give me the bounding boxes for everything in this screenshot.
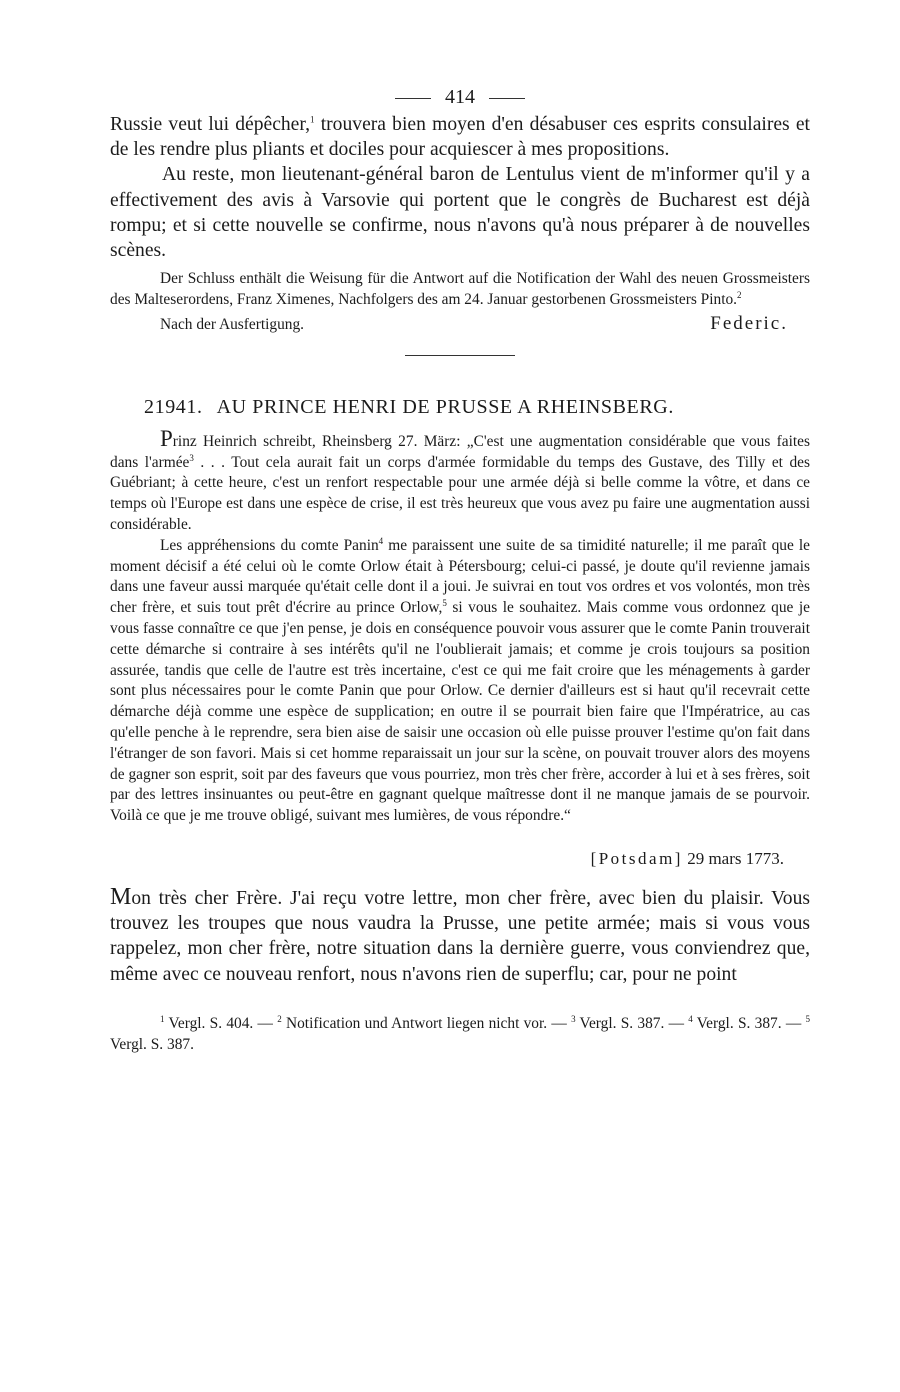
footnote-ref-5: 5 bbox=[442, 598, 447, 609]
summary-dropcap: P bbox=[160, 425, 173, 451]
source-note: Nach der Ausfertigung. bbox=[160, 315, 305, 333]
dateline bbox=[110, 849, 810, 869]
header-dash-left bbox=[395, 98, 431, 99]
source-row bbox=[110, 313, 810, 335]
page-number: 414 bbox=[445, 86, 475, 108]
body-dropcap: M bbox=[110, 883, 132, 910]
header-dash-right bbox=[489, 98, 525, 99]
letter-number: 21941. bbox=[144, 395, 203, 418]
footnote-ref-1: 1 bbox=[310, 114, 315, 125]
letter-heading bbox=[110, 396, 810, 419]
page bbox=[110, 82, 810, 1055]
date-place: [Potsdam] bbox=[590, 848, 683, 868]
footnote-ref-4: 4 bbox=[378, 535, 384, 546]
letter-title: AU PRINCE HENRI DE PRUSSE A RHEINSBERG. bbox=[216, 395, 674, 418]
page-header bbox=[110, 82, 810, 112]
footnotes: $^1$ Vergl. S. 404. — $^2$ Notification und Antwort liegen nicht vor. — $^3$ Vergl. S. 387. — $^4$ Vergl. S. 387. — $^5$ Vergl. S. 387. bbox=[110, 1013, 810, 1053]
continuation-paragraph: Russie veut lui dépêcher,$^1$ trouvera bien moyen d'en désabuser ces esprits consulaires et de les rendre plus pliants et dociles pour acquiescer à mes propositions. bbox=[110, 114, 810, 161]
date: 29 mars 1773. bbox=[682, 848, 784, 868]
summary-paragraph-2: Les appréhensions du comte Panin$^4$ me paraissent une suite de sa timidité naturelle; il me paraît que le moment décisif a été celui où le comte Orlow était à Pétersbourg; celui-ci passé, je doute qu'il revienne jamais dans une faveur aussi marquée qu'était celle dont il a joui. Je suivrai en tout vos ordres et vos volontés, mon très cher frère, et suis tout prêt d'écrire au prince Orlow,$^5$ si vous le souhaitez. Mais comme vous ordonnez que je vous fasse connaître ce que j'en pense, je dois en conséquence pouvoir vous assurer que le comte Panin trouverait cette démarche si contraire à ses intérêts qu'il ne l'oublierait jamais; et comme je crois toujours sa position assurée, tandis que celle de l'autre est très incertaine, c'est ce qui me fait croire que les ménagements à garder sont plus nécessaires pour le comte Panin que pour Orlow. Ce dernier d'ailleurs est si haut qu'il recevrait cette démarche déjà comme une espèce de supplication; en outre il se pourrait bien faire que l'Impératrice, au cas qu'elle penche à le reprendre, sera bien aise de saisir une occasion où elle puisse prouver l'estime qu'on fait dans l'étranger de son favori. Mais si cet homme reparaissait un jour sur la scène, on pouvait trouver alors des moyens de gagner son esprit, soit par des faveurs que vous pourriez, mon très cher frère, accorder à lui et à ses frères, soit par des lettres insinuantes ou peut-être en gagnant quelque maîtresse dont il ne manque jamais de se pourvoir. Voilà ce que je me trouve obligé, suivant mes lumières, de vous répondre.“ bbox=[110, 535, 810, 825]
body-paragraph-lentulus: Au reste, mon lieutenant-général baron de Lentulus vient de m'informer qu'il y a effectivement des avis à Varsovie qui portent que le congrès de Bucharest est déjà rompu; et si cette nouvelle se confirme, nous n'avons qu'à nous préparer à de nouvelles scènes. bbox=[110, 164, 810, 262]
summary-paragraph-1: Prinz Heinrich schreibt, Rheinsberg 27. März: „C'est une augmentation considérable que vous faites dans l'armée$^3$ . . . Tout cela aurait fait un corps d'armée formidable du temps des Gustave, des Tilly et des Guébriant; à cette heure, c'est un renfort respectable pour une armée déjà si belle comme la vôtre, et dans ce temps où l'Europe est dans une espèce de crise, il est très heureux que vous avez pu faire une augmentation aussi considérable. bbox=[110, 425, 810, 533]
editor-note: Der Schluss enthält die Weisung für die Antwort auf die Notification der Wahl des neuen Grossmeisters des Malteserordens, Franz Ximenes, Nachfolgers des am 24. Januar gestorbenen Grossmeisters Pinto.$^2$ bbox=[110, 270, 810, 309]
section-divider bbox=[405, 355, 515, 356]
footnote-ref-3: 3 bbox=[189, 452, 194, 463]
letter-body: Mon très cher Frère. J'ai reçu votre lettre, mon cher frère, avec bien du plaisir. Vous trouvez les troupes que nous vaudra la Prusse, une petite armée; mais si vous vous rappelez, mon cher frère, notre situation dans la dernière guerre, vous conviendrez que, même avec ce nouveau renfort, nous n'avons rien de superflu; car, pour ne point bbox=[110, 883, 810, 985]
footnote-ref-2: 2 bbox=[737, 289, 742, 300]
signature: Federic. bbox=[710, 312, 788, 334]
